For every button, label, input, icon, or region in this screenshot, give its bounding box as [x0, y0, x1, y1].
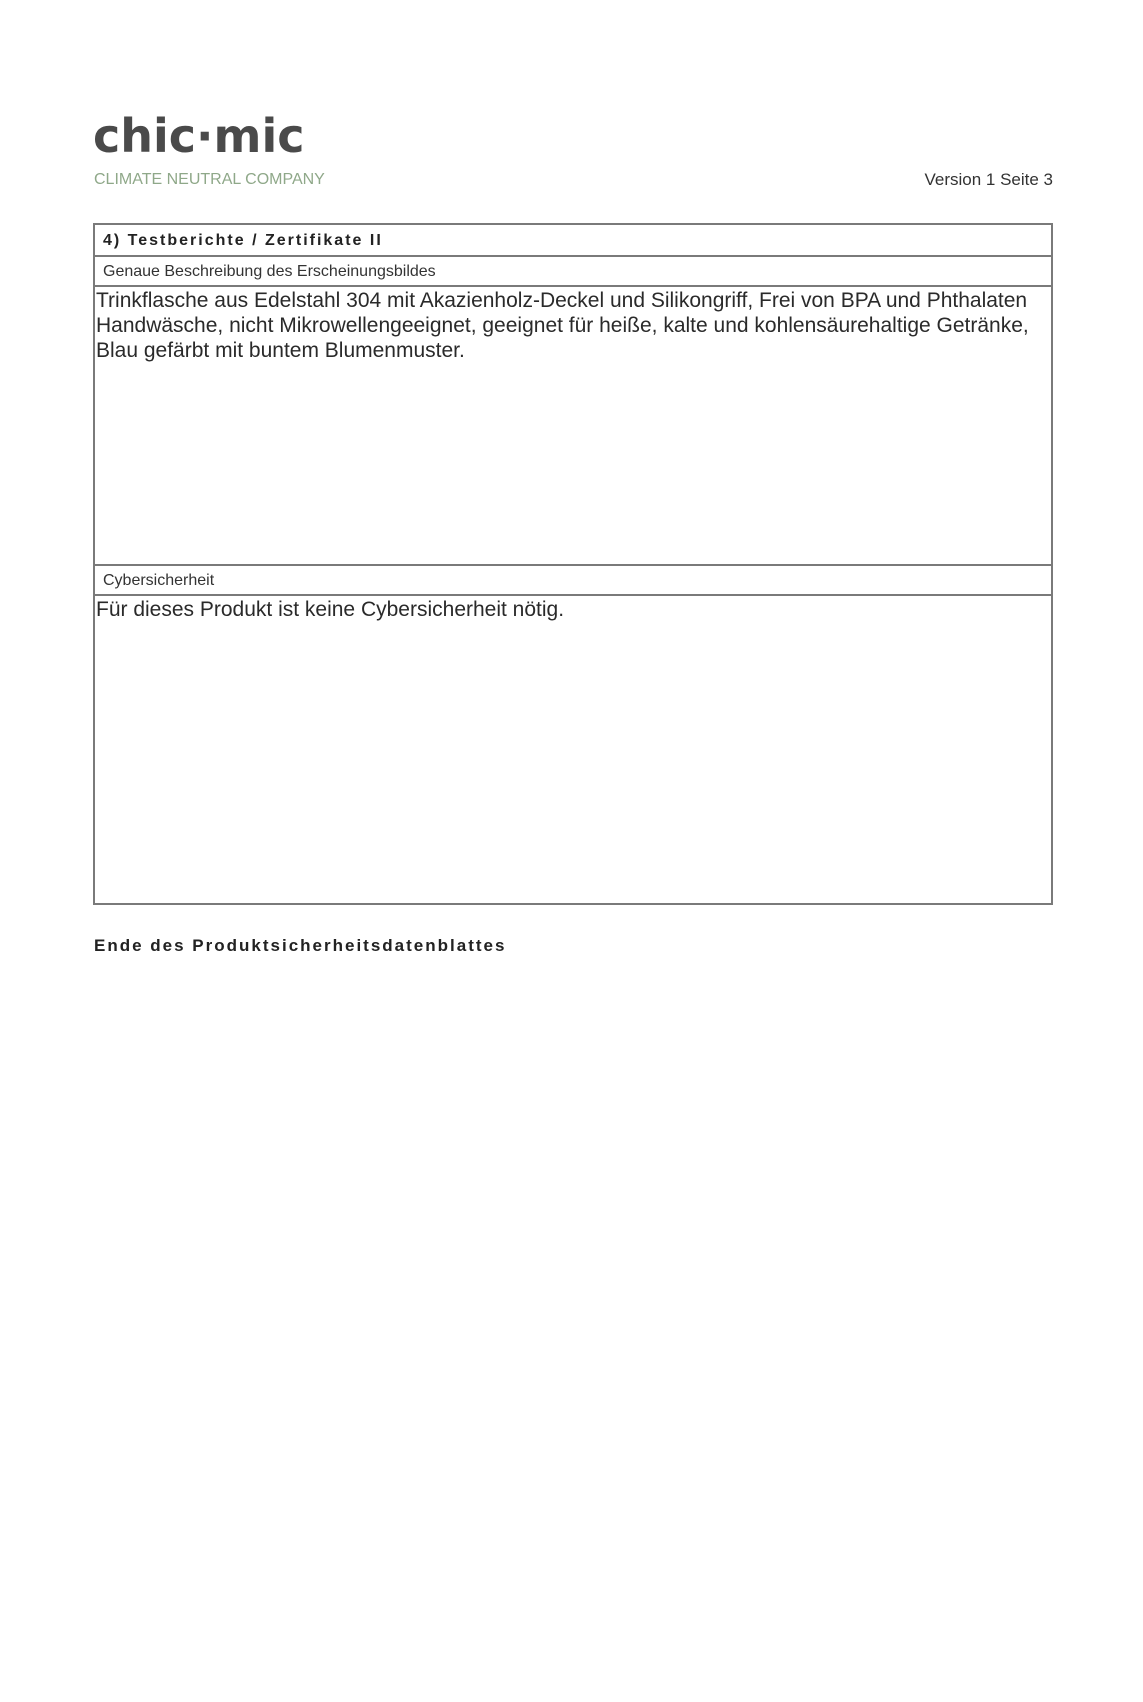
appearance-value: Trinkflasche aus Edelstahl 304 mit Akazienholz-Deckel und Silikongriff, Frei von BPA und Phthalaten Handwäsche, nicht Mikrowellengeeignet, geeignet für heiße, kalte und kohlensäurehaltige Getränke, Blau gefärbt mit buntem Blumenmuster.: [95, 287, 1051, 566]
brand-logo: chic·mic: [93, 109, 305, 163]
appearance-label: Genaue Beschreibung des Erscheinungsbildes: [95, 257, 1051, 287]
cybersecurity-value: Für dieses Produkt ist keine Cybersicherheit nötig.: [96, 598, 565, 621]
version-page-info: Version 1 Seite 3: [924, 170, 1053, 189]
page-header: [93, 108, 1053, 198]
cybersecurity-label: Cybersicherheit: [95, 566, 1051, 596]
section-title: 4) Testberichte / Zertifikate II: [95, 225, 1051, 257]
test-reports-section: [93, 223, 1053, 905]
end-of-document-note: Ende des Produktsicherheitsdatenblattes: [94, 936, 507, 955]
brand-tagline: CLIMATE NEUTRAL COMPANY: [94, 171, 325, 188]
